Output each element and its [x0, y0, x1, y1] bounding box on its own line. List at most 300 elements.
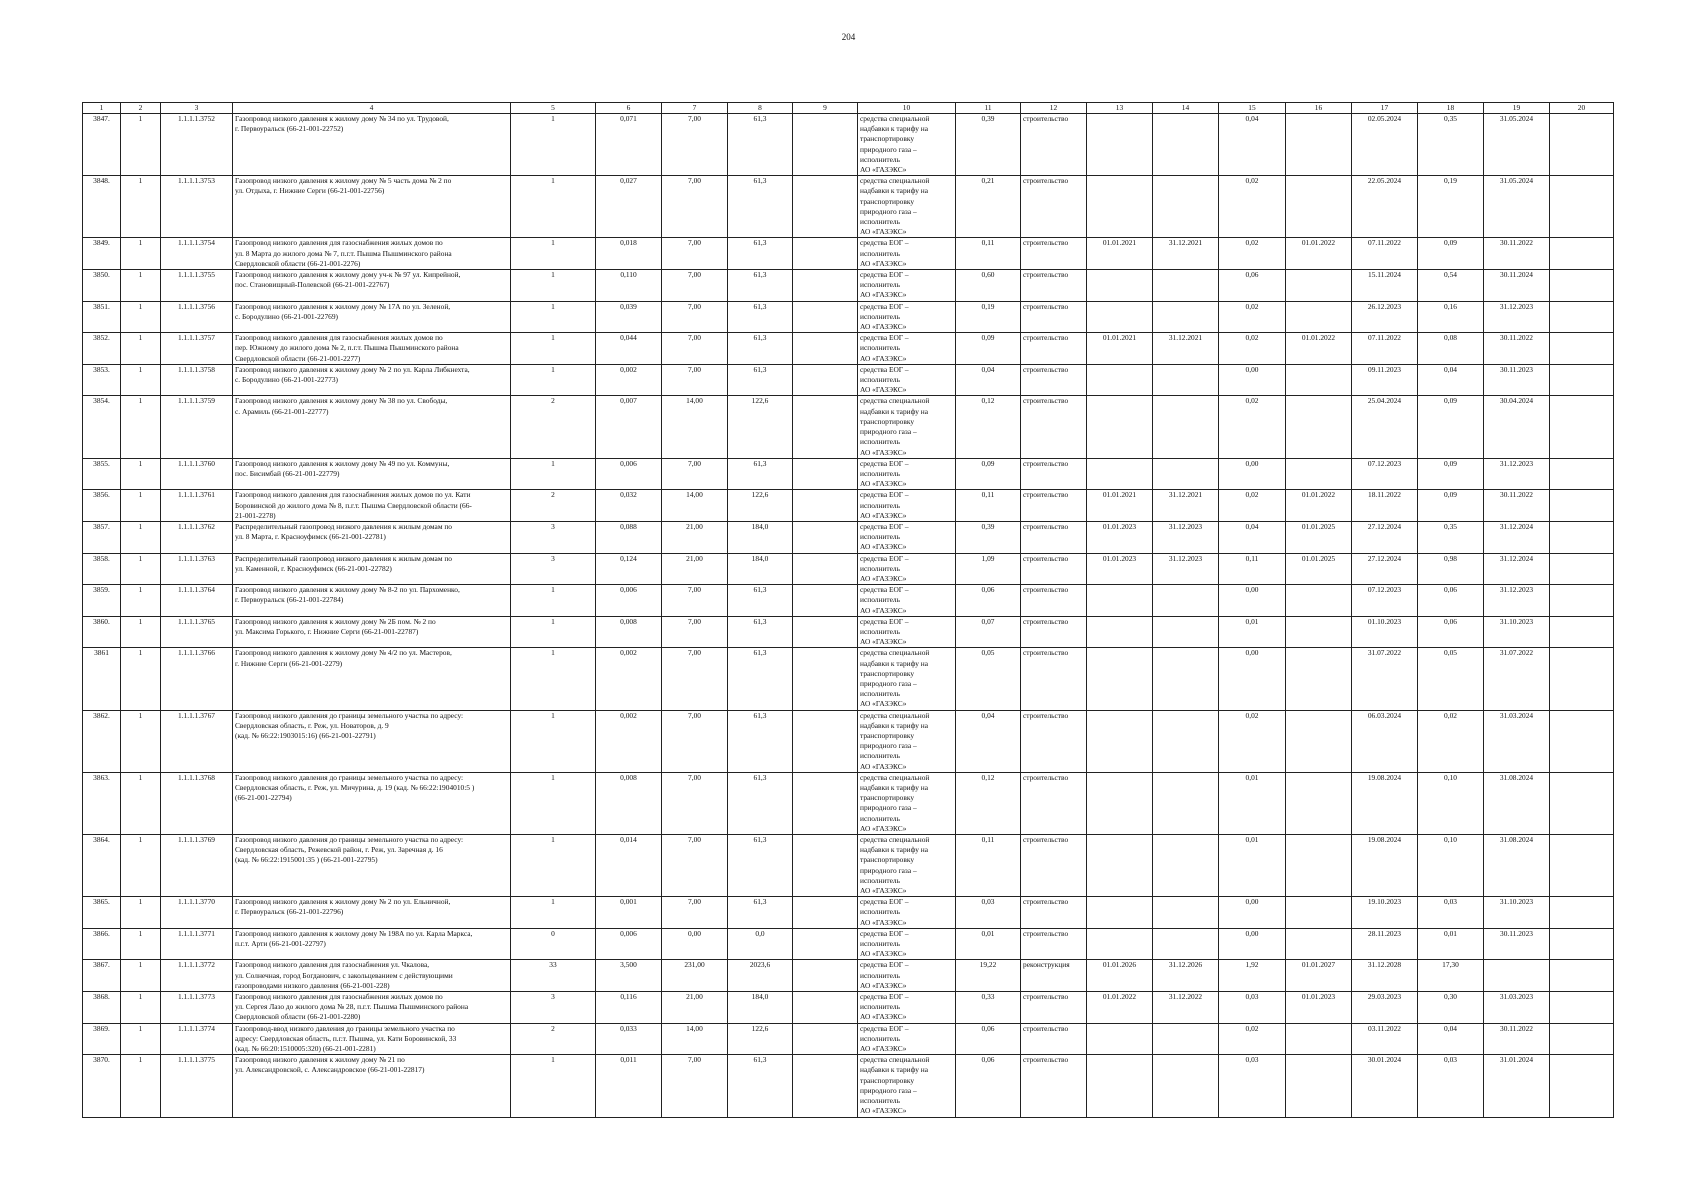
c20-cell — [1550, 364, 1614, 396]
c16-cell — [1286, 176, 1352, 238]
c5-cell: 1 — [511, 1055, 596, 1117]
c19-cell: 31.12.2023 — [1484, 301, 1550, 333]
c14-cell: 31.12.2021 — [1153, 333, 1219, 365]
row-number: 3857. — [83, 521, 121, 553]
c9-cell — [793, 1055, 858, 1117]
table-row — [83, 585, 1614, 617]
c11-cell: 0,39 — [956, 114, 1021, 176]
object-code-cell: 1.1.1.1.3755 — [161, 270, 233, 302]
c19-cell: 31.05.2024 — [1484, 176, 1550, 238]
table-row — [83, 521, 1614, 553]
c18-cell: 0,09 — [1418, 490, 1484, 522]
c17-cell: 02.05.2024 — [1352, 114, 1418, 176]
c13-cell: 01.01.2021 — [1087, 238, 1153, 270]
c2-cell: 1 — [121, 458, 161, 490]
object-code-cell: 1.1.1.1.3765 — [161, 616, 233, 648]
table-row — [83, 301, 1614, 333]
c19-cell: 31.10.2023 — [1484, 897, 1550, 929]
c16-cell — [1286, 1055, 1352, 1117]
c7-cell: 0,00 — [662, 928, 728, 960]
c18-cell: 0,16 — [1418, 301, 1484, 333]
column-header-9: 9 — [793, 103, 858, 114]
c9-cell — [793, 648, 858, 710]
table-row — [83, 928, 1614, 960]
c9-cell — [793, 301, 858, 333]
c2-cell: 1 — [121, 521, 161, 553]
c18-cell: 0,09 — [1418, 458, 1484, 490]
c7-cell: 7,00 — [662, 270, 728, 302]
c11-cell: 0,39 — [956, 521, 1021, 553]
c18-cell: 0,03 — [1418, 1055, 1484, 1117]
c14-cell — [1153, 270, 1219, 302]
c14-cell: 31.12.2021 — [1153, 238, 1219, 270]
c19-cell: 31.07.2022 — [1484, 648, 1550, 710]
c16-cell: 01.01.2027 — [1286, 960, 1352, 992]
c6-cell: 0,006 — [596, 928, 662, 960]
c20-cell — [1550, 1023, 1614, 1055]
c6-cell: 0,008 — [596, 772, 662, 834]
c19-cell: 31.01.2024 — [1484, 1055, 1550, 1117]
work-type-cell: строительство — [1021, 114, 1087, 176]
c11-cell: 0,03 — [956, 897, 1021, 929]
table-row — [83, 458, 1614, 490]
c7-cell: 7,00 — [662, 301, 728, 333]
object-code-cell: 1.1.1.1.3761 — [161, 490, 233, 522]
work-type-cell: строительство — [1021, 585, 1087, 617]
table-row — [83, 992, 1614, 1024]
c19-cell: 31.12.2024 — [1484, 521, 1550, 553]
funding-source-cell: средства ЕОГ – исполнитель АО «ГАЗЭКС» — [858, 490, 956, 522]
object-code-cell: 1.1.1.1.3767 — [161, 710, 233, 772]
c6-cell: 0,008 — [596, 616, 662, 648]
c11-cell: 0,05 — [956, 648, 1021, 710]
c20-cell — [1550, 238, 1614, 270]
c9-cell — [793, 585, 858, 617]
c11-cell: 0,19 — [956, 301, 1021, 333]
c17-cell: 01.10.2023 — [1352, 616, 1418, 648]
c11-cell: 0,04 — [956, 364, 1021, 396]
c11-cell: 0,11 — [956, 835, 1021, 897]
funding-source-cell: средства ЕОГ – исполнитель АО «ГАЗЭКС» — [858, 458, 956, 490]
c16-cell — [1286, 364, 1352, 396]
c11-cell: 0,33 — [956, 992, 1021, 1024]
c6-cell: 3,500 — [596, 960, 662, 992]
c20-cell — [1550, 648, 1614, 710]
c17-cell: 03.11.2022 — [1352, 1023, 1418, 1055]
c11-cell: 0,12 — [956, 772, 1021, 834]
column-header-20: 20 — [1550, 103, 1614, 114]
c13-cell — [1087, 928, 1153, 960]
c2-cell: 1 — [121, 585, 161, 617]
work-type-cell: строительство — [1021, 616, 1087, 648]
object-code-cell: 1.1.1.1.3774 — [161, 1023, 233, 1055]
c17-cell: 07.11.2022 — [1352, 238, 1418, 270]
c11-cell: 0,06 — [956, 1023, 1021, 1055]
row-number: 3865. — [83, 897, 121, 929]
c17-cell: 19.10.2023 — [1352, 897, 1418, 929]
c16-cell — [1286, 648, 1352, 710]
c9-cell — [793, 176, 858, 238]
c17-cell: 28.11.2023 — [1352, 928, 1418, 960]
c20-cell — [1550, 585, 1614, 617]
object-name-cell: Газопровод низкого давления к жилому дому № 198А по ул. Карла Маркса, п.г.т. Арти (66-21-001-22797) — [233, 928, 511, 960]
c14-cell — [1153, 648, 1219, 710]
c16-cell: 01.01.2022 — [1286, 238, 1352, 270]
row-number: 3860. — [83, 616, 121, 648]
object-code-cell: 1.1.1.1.3757 — [161, 333, 233, 365]
c14-cell — [1153, 396, 1219, 458]
c17-cell: 22.05.2024 — [1352, 176, 1418, 238]
c6-cell: 0,027 — [596, 176, 662, 238]
c2-cell: 1 — [121, 772, 161, 834]
c2-cell: 1 — [121, 270, 161, 302]
c7-cell: 7,00 — [662, 835, 728, 897]
c18-cell: 0,05 — [1418, 648, 1484, 710]
c19-cell: 31.05.2024 — [1484, 114, 1550, 176]
c20-cell — [1550, 616, 1614, 648]
c15-cell: 0,02 — [1219, 710, 1286, 772]
column-header-12: 12 — [1021, 103, 1087, 114]
c7-cell: 7,00 — [662, 648, 728, 710]
c2-cell: 1 — [121, 897, 161, 929]
object-name-cell: Газопровод низкого давления к жилому дому № 5 часть дома № 2 по ул. Отдыха, г. Нижние Серги (66-21-001-22756) — [233, 176, 511, 238]
c2-cell: 1 — [121, 648, 161, 710]
c15-cell: 0,06 — [1219, 270, 1286, 302]
object-name-cell: Газопровод низкого давления для газоснабжения жилых домов по пер. Южному до жилого дома № 2, п.г.т. Пышма Пышминского района Свердловской области (66-21-001-2277) — [233, 333, 511, 365]
c15-cell: 0,02 — [1219, 301, 1286, 333]
c20-cell — [1550, 490, 1614, 522]
row-number: 3856. — [83, 490, 121, 522]
funding-source-cell: средства специальной надбавки к тарифу на транспортировку природного газа – исполнитель АО «ГАЗЭКС» — [858, 396, 956, 458]
column-header-8: 8 — [728, 103, 793, 114]
c19-cell: 31.12.2023 — [1484, 458, 1550, 490]
object-name-cell: Газопровод низкого давления к жилому дому уч-к № 97 ул. Кипрейной, пос. Становищный-Полевской (66-21-001-22767) — [233, 270, 511, 302]
c17-cell: 18.11.2022 — [1352, 490, 1418, 522]
column-header-3: 3 — [161, 103, 233, 114]
c18-cell: 0,09 — [1418, 396, 1484, 458]
c2-cell: 1 — [121, 928, 161, 960]
c6-cell: 0,110 — [596, 270, 662, 302]
c20-cell — [1550, 458, 1614, 490]
c13-cell — [1087, 616, 1153, 648]
c20-cell — [1550, 114, 1614, 176]
column-header-7: 7 — [662, 103, 728, 114]
c13-cell — [1087, 835, 1153, 897]
c13-cell — [1087, 648, 1153, 710]
c14-cell — [1153, 364, 1219, 396]
c11-cell: 0,09 — [956, 458, 1021, 490]
c13-cell — [1087, 176, 1153, 238]
c20-cell — [1550, 176, 1614, 238]
row-number: 3848. — [83, 176, 121, 238]
c5-cell: 1 — [511, 114, 596, 176]
c18-cell: 0,04 — [1418, 364, 1484, 396]
c15-cell: 0,11 — [1219, 553, 1286, 585]
c13-cell — [1087, 1055, 1153, 1117]
c16-cell — [1286, 928, 1352, 960]
c18-cell: 0,03 — [1418, 897, 1484, 929]
c16-cell — [1286, 772, 1352, 834]
object-name-cell: Газопровод низкого давления для газоснабжения жилых домов по ул. Кати Боровинской до жилого дома № 8, п.г.т. Пышма Свердловской области (66- 21-001-2278) — [233, 490, 511, 522]
c16-cell — [1286, 585, 1352, 617]
c16-cell — [1286, 396, 1352, 458]
c15-cell: 1,92 — [1219, 960, 1286, 992]
c5-cell: 1 — [511, 648, 596, 710]
column-header-18: 18 — [1418, 103, 1484, 114]
c5-cell: 1 — [511, 270, 596, 302]
c7-cell: 7,00 — [662, 238, 728, 270]
c9-cell — [793, 897, 858, 929]
c9-cell — [793, 960, 858, 992]
c15-cell: 0,04 — [1219, 114, 1286, 176]
row-number: 3850. — [83, 270, 121, 302]
c18-cell: 0,02 — [1418, 710, 1484, 772]
c13-cell — [1087, 301, 1153, 333]
c17-cell: 26.12.2023 — [1352, 301, 1418, 333]
row-number: 3861 — [83, 648, 121, 710]
work-type-cell: строительство — [1021, 176, 1087, 238]
table-row — [83, 1055, 1614, 1117]
object-code-cell: 1.1.1.1.3762 — [161, 521, 233, 553]
c8-cell: 61,3 — [728, 897, 793, 929]
c20-cell — [1550, 333, 1614, 365]
c8-cell: 61,3 — [728, 772, 793, 834]
funding-source-cell: средства специальной надбавки к тарифу на транспортировку природного газа – исполнитель АО «ГАЗЭКС» — [858, 1055, 956, 1117]
c14-cell — [1153, 616, 1219, 648]
c5-cell: 2 — [511, 396, 596, 458]
c15-cell: 0,00 — [1219, 928, 1286, 960]
c8-cell: 2023,6 — [728, 960, 793, 992]
c18-cell: 0,10 — [1418, 772, 1484, 834]
c5-cell: 2 — [511, 490, 596, 522]
object-code-cell: 1.1.1.1.3768 — [161, 772, 233, 834]
funding-source-cell: средства специальной надбавки к тарифу на транспортировку природного газа – исполнитель АО «ГАЗЭКС» — [858, 710, 956, 772]
c18-cell: 0,98 — [1418, 553, 1484, 585]
c5-cell: 33 — [511, 960, 596, 992]
c2-cell: 1 — [121, 710, 161, 772]
column-header-2: 2 — [121, 103, 161, 114]
object-name-cell: Распределительный газопровод низкого давления к жилым домам по ул. 8 Марта, г. Красноуфимск (66-21-001-22781) — [233, 521, 511, 553]
c5-cell: 1 — [511, 835, 596, 897]
c14-cell: 31.12.2026 — [1153, 960, 1219, 992]
c8-cell: 61,3 — [728, 835, 793, 897]
object-name-cell: Газопровод-ввод низкого давления до границы земельного участка по адресу: Свердловская область, п.г.т. Пышма, ул. Кати Боровинской, 33 (кад. № 66:20:1510005:320) (66-21-001-2281) — [233, 1023, 511, 1055]
c9-cell — [793, 553, 858, 585]
table-row — [83, 333, 1614, 365]
c11-cell: 19,22 — [956, 960, 1021, 992]
c9-cell — [793, 458, 858, 490]
c5-cell: 1 — [511, 458, 596, 490]
c13-cell: 01.01.2026 — [1087, 960, 1153, 992]
c9-cell — [793, 710, 858, 772]
c8-cell: 61,3 — [728, 176, 793, 238]
row-number: 3864. — [83, 835, 121, 897]
c15-cell: 0,02 — [1219, 238, 1286, 270]
c7-cell: 7,00 — [662, 585, 728, 617]
c19-cell: 31.08.2024 — [1484, 772, 1550, 834]
column-header-15: 15 — [1219, 103, 1286, 114]
c6-cell: 0,044 — [596, 333, 662, 365]
funding-source-cell: средства ЕОГ – исполнитель АО «ГАЗЭКС» — [858, 238, 956, 270]
c8-cell: 61,3 — [728, 364, 793, 396]
funding-source-cell: средства ЕОГ – исполнитель АО «ГАЗЭКС» — [858, 897, 956, 929]
table-row — [83, 772, 1614, 834]
object-name-cell: Газопровод низкого давления к жилому дому № 49 по ул. Коммуны, пос. Бисимбай (66-21-001-22779) — [233, 458, 511, 490]
row-number: 3869. — [83, 1023, 121, 1055]
c7-cell: 21,00 — [662, 553, 728, 585]
funding-source-cell: средства ЕОГ – исполнитель АО «ГАЗЭКС» — [858, 960, 956, 992]
c16-cell: 01.01.2023 — [1286, 992, 1352, 1024]
c8-cell: 184,0 — [728, 553, 793, 585]
c13-cell: 01.01.2021 — [1087, 490, 1153, 522]
c8-cell: 61,3 — [728, 710, 793, 772]
c17-cell: 27.12.2024 — [1352, 521, 1418, 553]
c5-cell: 3 — [511, 521, 596, 553]
column-header-13: 13 — [1087, 103, 1153, 114]
c6-cell: 0,071 — [596, 114, 662, 176]
row-number: 3863. — [83, 772, 121, 834]
c6-cell: 0,018 — [596, 238, 662, 270]
object-code-cell: 1.1.1.1.3772 — [161, 960, 233, 992]
c20-cell — [1550, 270, 1614, 302]
c8-cell: 184,0 — [728, 521, 793, 553]
c6-cell: 0,116 — [596, 992, 662, 1024]
c9-cell — [793, 772, 858, 834]
row-number: 3855. — [83, 458, 121, 490]
c18-cell: 0,04 — [1418, 1023, 1484, 1055]
row-number: 3866. — [83, 928, 121, 960]
c13-cell — [1087, 897, 1153, 929]
c2-cell: 1 — [121, 553, 161, 585]
c7-cell: 7,00 — [662, 897, 728, 929]
c14-cell: 31.12.2022 — [1153, 992, 1219, 1024]
c8-cell: 61,3 — [728, 333, 793, 365]
c9-cell — [793, 364, 858, 396]
c18-cell: 0,35 — [1418, 114, 1484, 176]
row-number: 3859. — [83, 585, 121, 617]
c6-cell: 0,124 — [596, 553, 662, 585]
c9-cell — [793, 992, 858, 1024]
c7-cell: 14,00 — [662, 490, 728, 522]
table-row — [83, 1023, 1614, 1055]
object-name-cell: Распределительный газопровод низкого давления к жилым домам по ул. Каменной, г. Красноуфимск (66-21-001-22782) — [233, 553, 511, 585]
c7-cell: 7,00 — [662, 333, 728, 365]
c6-cell: 0,033 — [596, 1023, 662, 1055]
c14-cell — [1153, 114, 1219, 176]
object-code-cell: 1.1.1.1.3773 — [161, 992, 233, 1024]
object-code-cell: 1.1.1.1.3754 — [161, 238, 233, 270]
work-type-cell: строительство — [1021, 1023, 1087, 1055]
work-type-cell: строительство — [1021, 648, 1087, 710]
c17-cell: 19.08.2024 — [1352, 835, 1418, 897]
work-type-cell: строительство — [1021, 835, 1087, 897]
funding-source-cell: средства ЕОГ – исполнитель АО «ГАЗЭКС» — [858, 521, 956, 553]
c16-cell: 01.01.2022 — [1286, 333, 1352, 365]
c8-cell: 61,3 — [728, 458, 793, 490]
c18-cell: 0,19 — [1418, 176, 1484, 238]
funding-source-cell: средства специальной надбавки к тарифу на транспортировку природного газа – исполнитель АО «ГАЗЭКС» — [858, 648, 956, 710]
row-number: 3867. — [83, 960, 121, 992]
c15-cell: 0,00 — [1219, 897, 1286, 929]
c20-cell — [1550, 301, 1614, 333]
c7-cell: 21,00 — [662, 521, 728, 553]
object-name-cell: Газопровод низкого давления до границы земельного участка по адресу: Свердловская область, г. Реж, ул. Новаторов, д. 9 (кад. № 66:22:1903015:16) (66-21-001-22791) — [233, 710, 511, 772]
row-number: 3847. — [83, 114, 121, 176]
object-name-cell: Газопровод низкого давления к жилому дому № 4/2 по ул. Мастеров, г. Нижние Серги (66-21-001-2279) — [233, 648, 511, 710]
c7-cell: 231,00 — [662, 960, 728, 992]
page-number: 204 — [841, 32, 856, 42]
c17-cell: 07.12.2023 — [1352, 458, 1418, 490]
c6-cell: 0,006 — [596, 585, 662, 617]
c6-cell: 0,002 — [596, 364, 662, 396]
c9-cell — [793, 616, 858, 648]
c9-cell — [793, 490, 858, 522]
c6-cell: 0,088 — [596, 521, 662, 553]
c9-cell — [793, 396, 858, 458]
table-row — [83, 710, 1614, 772]
c2-cell: 1 — [121, 333, 161, 365]
c16-cell — [1286, 616, 1352, 648]
c13-cell — [1087, 710, 1153, 772]
c18-cell: 0,01 — [1418, 928, 1484, 960]
object-code-cell: 1.1.1.1.3766 — [161, 648, 233, 710]
c14-cell — [1153, 928, 1219, 960]
c5-cell: 1 — [511, 333, 596, 365]
c15-cell: 0,01 — [1219, 616, 1286, 648]
investment-table — [82, 102, 1614, 1118]
c16-cell: 01.01.2025 — [1286, 521, 1352, 553]
c11-cell: 0,21 — [956, 176, 1021, 238]
funding-source-cell: средства ЕОГ – исполнитель АО «ГАЗЭКС» — [858, 333, 956, 365]
column-header-19: 19 — [1484, 103, 1550, 114]
c7-cell: 14,00 — [662, 396, 728, 458]
c6-cell: 0,002 — [596, 710, 662, 772]
funding-source-cell: средства специальной надбавки к тарифу на транспортировку природного газа – исполнитель АО «ГАЗЭКС» — [858, 772, 956, 834]
c15-cell: 0,02 — [1219, 396, 1286, 458]
object-name-cell: Газопровод низкого давления для газоснабжения жилых домов по ул. Сергея Лазо до жилого дома № 28, п.г.т. Пышма Пышминского района Свердловской области (66-21-001-2280) — [233, 992, 511, 1024]
c8-cell: 61,3 — [728, 301, 793, 333]
c7-cell: 7,00 — [662, 710, 728, 772]
c17-cell: 15.11.2024 — [1352, 270, 1418, 302]
c5-cell: 0 — [511, 928, 596, 960]
c17-cell: 27.12.2024 — [1352, 553, 1418, 585]
c7-cell: 7,00 — [662, 114, 728, 176]
c2-cell: 1 — [121, 176, 161, 238]
c5-cell: 1 — [511, 364, 596, 396]
c2-cell: 1 — [121, 238, 161, 270]
c13-cell — [1087, 364, 1153, 396]
c14-cell — [1153, 458, 1219, 490]
c11-cell: 0,60 — [956, 270, 1021, 302]
c15-cell: 0,00 — [1219, 364, 1286, 396]
object-code-cell: 1.1.1.1.3763 — [161, 553, 233, 585]
object-code-cell: 1.1.1.1.3758 — [161, 364, 233, 396]
c17-cell: 30.01.2024 — [1352, 1055, 1418, 1117]
c18-cell: 17,30 — [1418, 960, 1484, 992]
row-number: 3849. — [83, 238, 121, 270]
c9-cell — [793, 521, 858, 553]
c16-cell: 01.01.2025 — [1286, 553, 1352, 585]
column-header-5: 5 — [511, 103, 596, 114]
c2-cell: 1 — [121, 114, 161, 176]
object-code-cell: 1.1.1.1.3756 — [161, 301, 233, 333]
c8-cell: 122,6 — [728, 396, 793, 458]
work-type-cell: строительство — [1021, 710, 1087, 772]
c14-cell — [1153, 1023, 1219, 1055]
c15-cell: 0,00 — [1219, 458, 1286, 490]
table-row — [83, 648, 1614, 710]
funding-source-cell: средства специальной надбавки к тарифу на транспортировку природного газа – исполнитель АО «ГАЗЭКС» — [858, 176, 956, 238]
